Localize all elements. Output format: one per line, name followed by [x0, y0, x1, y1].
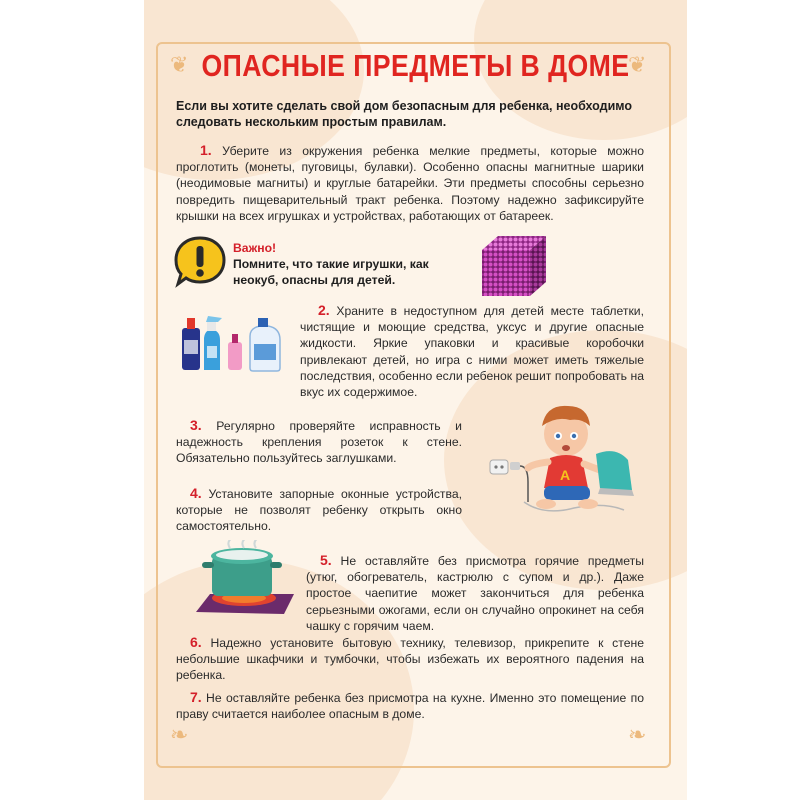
exclamation-warning-icon [172, 234, 228, 290]
rule-4: 4. Установите запорные оконные устройства, которые не позволят ребенку открыть окно самостоятельно. [176, 485, 462, 534]
svg-text:A: A [560, 467, 571, 483]
leaf-doodle-icon: ❦ [628, 52, 647, 77]
important-note [233, 240, 473, 289]
neocube-illustration [478, 232, 550, 300]
leaf-doodle-icon: ❦ [170, 52, 189, 77]
important-text: Помните, что такие игрушки, как неокуб, опасны для детей. [233, 257, 429, 288]
page-title: ОПАСНЫЕ ПРЕДМЕТЫ В ДОМЕ [201, 48, 630, 83]
rule-6: 6. Надежно установите бытовую технику, телевизор, прикрепите к стене небольшие шкафчики и тумбочки, чтобы избежать их вероятного падения на ребенка. [176, 634, 644, 683]
leaf-doodle-icon: ❧ [170, 722, 189, 747]
cleaning-bottles-illustration [178, 310, 288, 372]
leaf-doodle-icon: ❧ [628, 722, 647, 747]
rule-5: 5. Не оставляйте без присмотра горячие предметы (утюг, обогреватель, кастрюлю с супом и др.). Даже простое чаепитие может закончиться для ребенка серьезными ожогами, если он случайно опрокинет на себя чашку с горячим чаем. [306, 552, 644, 633]
hot-pot-illustration [194, 540, 296, 620]
important-heading: Важно! [233, 241, 277, 255]
intro-text: Если вы хотите сделать свой дом безопасным для ребенка, необходимо следовать нескольким простым правилам. [176, 99, 632, 129]
rule-1: 1. Уберите из окружения ребенка мелкие предметы, которые можно проглотить (монеты, пуговицы, булавки). Особенно опасны магнитные шарики (неодимовые магниты) и круглые батарейки. Эти предметы способны серьезно повредить пищеварительный тракт ребенка. Поэтому надежно зафиксируйте крышки на всех игрушках и устройствах, работающих от батареек. [176, 142, 644, 223]
rule-3: 3. Регулярно проверяйте исправность и надежность крепления розеток к стене. Обязательно пользуйтесь заглушками. [176, 417, 462, 466]
child-socket-illustration [484, 398, 638, 522]
rule-2: 2. Храните в недоступном для детей месте таблетки, чистящие и моющие средства, уксус и другие опасные жидкости. Яркие упаковки и красивые коробочки привлекают детей, но игра с ними может иметь тяжелые последствия, особенно если ребенок решит попробовать на вкус их содержимое. [300, 302, 644, 400]
rule-7: 7. Не оставляйте ребенка без присмотра на кухне. Именно это помещение по праву считается наиболее опасным в доме. [176, 689, 644, 722]
